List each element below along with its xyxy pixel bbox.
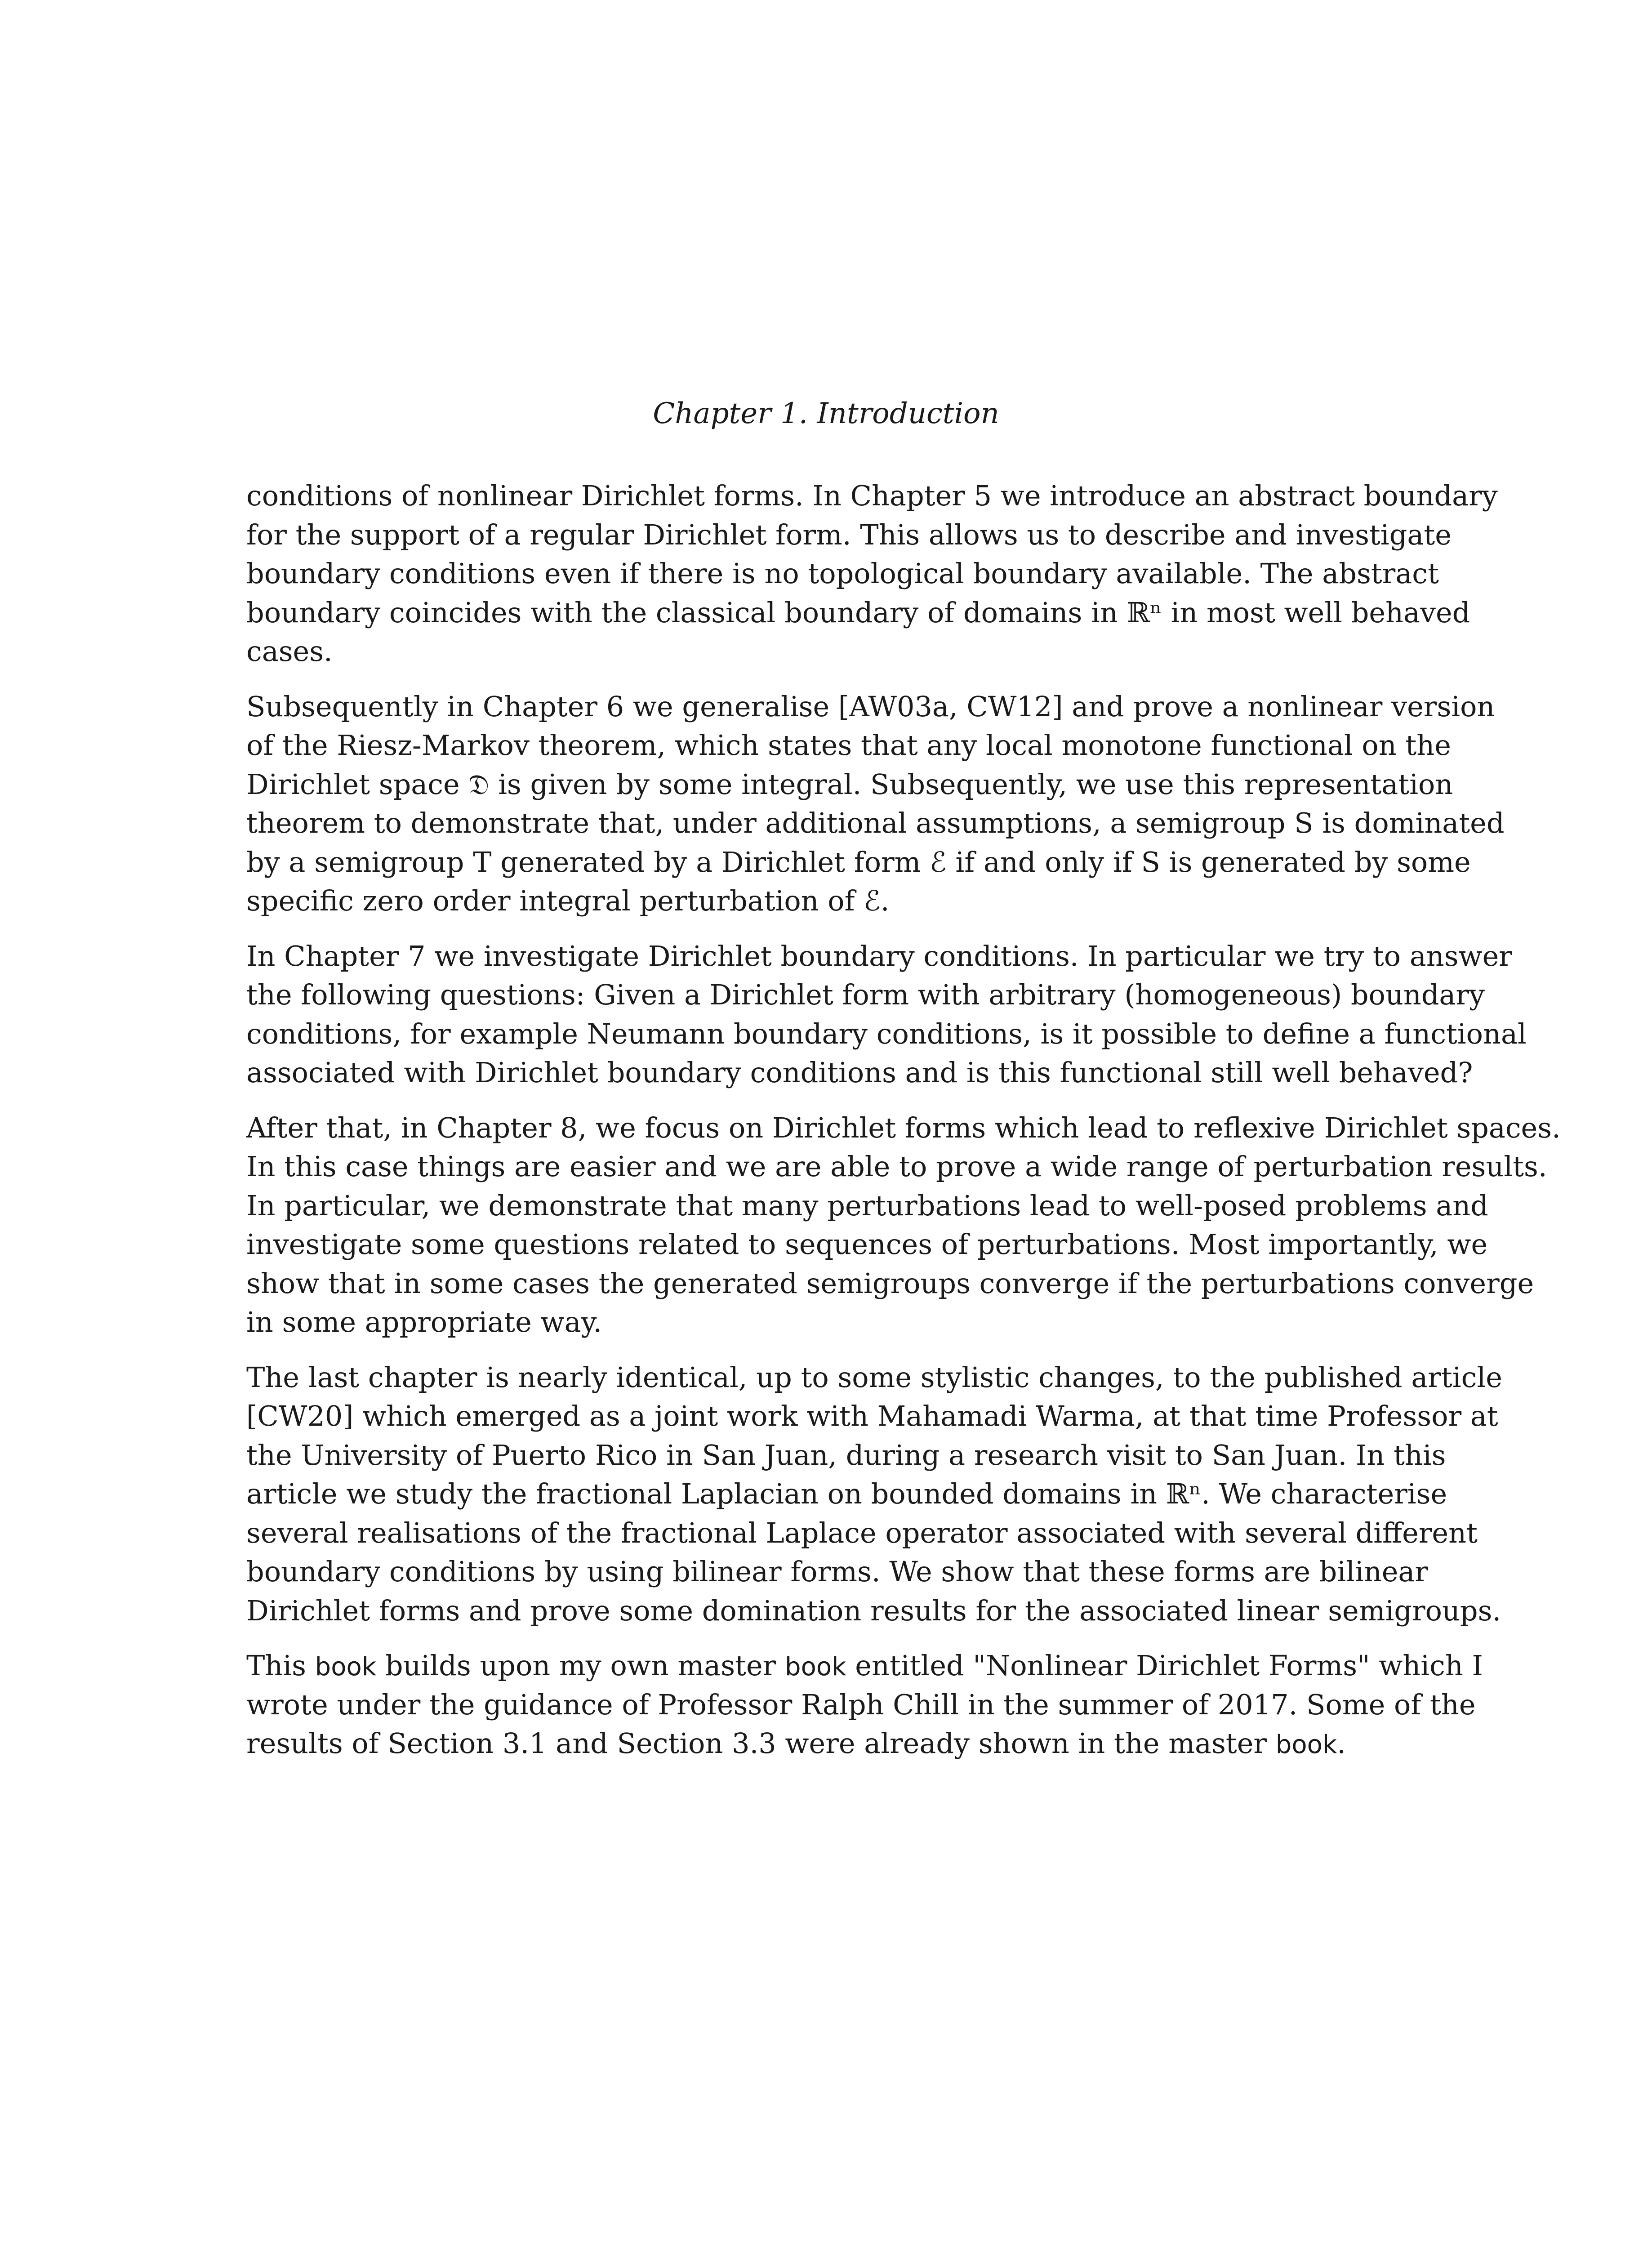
- body-text: [246, 477, 1561, 1780]
- text-line: boundary coincides with the classical boundary of domains in ℝⁿ in most well behaved: [246, 596, 1470, 629]
- text-line: specific zero order integral perturbation of ℰ.: [246, 884, 890, 917]
- text-line: theorem to demonstrate that, under additional assumptions, a semigroup S is dominated: [246, 807, 1505, 839]
- text-line: conditions of nonlinear Dirichlet forms. In Chapter 5 we introduce an abstract boundary: [246, 479, 1498, 512]
- text-line: In Chapter 7 we investigate Dirichlet boundary conditions. In particular we try to answer: [246, 939, 1512, 972]
- text-line: the following questions: Given a Dirichlet form with arbitrary (homogeneous) boundary: [246, 978, 1485, 1011]
- text-line: conditions, for example Neumann boundary conditions, is it possible to define a functional: [246, 1017, 1527, 1050]
- paragraph-chapter-7: [246, 937, 1527, 1093]
- text-line: boundary conditions even if there is no topological boundary available. The abstract: [246, 557, 1439, 590]
- text-line: for the support of a regular Dirichlet form. This allows us to describe and investigate: [246, 518, 1452, 551]
- text-line: investigate some questions related to sequences of perturbations. Most importantly, we: [246, 1228, 1488, 1261]
- book-word: book: [315, 1652, 377, 1682]
- text-line: the University of Puerto Rico in San Juan, during a research visit to San Juan. In this: [246, 1438, 1446, 1472]
- paragraph-chapter-5: [246, 477, 1498, 671]
- text-line: article we study the fractional Laplacian on bounded domains in ℝⁿ. We characterise: [246, 1477, 1447, 1510]
- text-fragment: .: [1337, 1727, 1346, 1760]
- text-line: [246, 1724, 1411, 1763]
- text-line: show that in some cases the generated semigroups converge if the perturbations converge: [246, 1267, 1534, 1300]
- book-word: book: [785, 1652, 846, 1682]
- text-line: Dirichlet forms and prove some domination results for the associated linear semigroups.: [246, 1594, 1501, 1627]
- text-fragment: entitled "Nonlinear Dirichlet Forms" which I: [846, 1649, 1483, 1682]
- paragraph-book-origin: [246, 1646, 1483, 1763]
- text-line: In this case things are easier and we are able to prove a wide range of perturbation results.: [246, 1150, 1547, 1183]
- text-line: Dirichlet space 𝔇 is given by some integral. Subsequently, we use this representation: [246, 767, 1453, 801]
- text-fragment: This: [246, 1649, 315, 1682]
- text-line: by a semigroup T generated by a Dirichlet form ℰ if and only if S is generated by some: [246, 845, 1471, 879]
- running-head: Chapter 1. Introduction: [653, 397, 999, 430]
- paragraph-chapter-8: [246, 1109, 1561, 1342]
- text-fragment: results of Section 3.1 and Section 3.3 were already shown in the master: [246, 1727, 1276, 1760]
- text-line: associated with Dirichlet boundary conditions and is this functional still well behaved?: [246, 1056, 1473, 1089]
- paragraph-chapter-6: [246, 687, 1505, 921]
- text-line: After that, in Chapter 8, we focus on Dirichlet forms which lead to reflexive Dirichlet spaces.: [246, 1111, 1561, 1144]
- text-line: wrote under the guidance of Professor Ralph Chill in the summer of 2017. Some of the: [246, 1688, 1476, 1721]
- text-line: The last chapter is nearly identical, up to some stylistic changes, to the published article: [246, 1360, 1502, 1394]
- text-line: Subsequently in Chapter 6 we generalise [AW03a, CW12] and prove a nonlinear version: [246, 690, 1495, 723]
- text-line: cases.: [246, 635, 333, 668]
- text-line: in some appropriate way.: [246, 1306, 602, 1338]
- text-line: [246, 1646, 1483, 1686]
- text-line: of the Riesz-Markov theorem, which states that any local monotone functional on the: [246, 729, 1451, 762]
- paragraph-last-chapter: [246, 1358, 1502, 1631]
- text-line: boundary conditions by using bilinear forms. We show that these forms are bilinear: [246, 1555, 1429, 1588]
- text-line: [CW20] which emerged as a joint work with Mahamadi Warma, at that time Professor at: [246, 1400, 1498, 1432]
- text-line: In particular, we demonstrate that many perturbations lead to well-posed problems and: [246, 1189, 1488, 1222]
- book-word: book: [1275, 1730, 1337, 1759]
- text-line: several realisations of the fractional Laplace operator associated with several different: [246, 1516, 1478, 1549]
- text-fragment: builds upon my own master: [376, 1649, 785, 1682]
